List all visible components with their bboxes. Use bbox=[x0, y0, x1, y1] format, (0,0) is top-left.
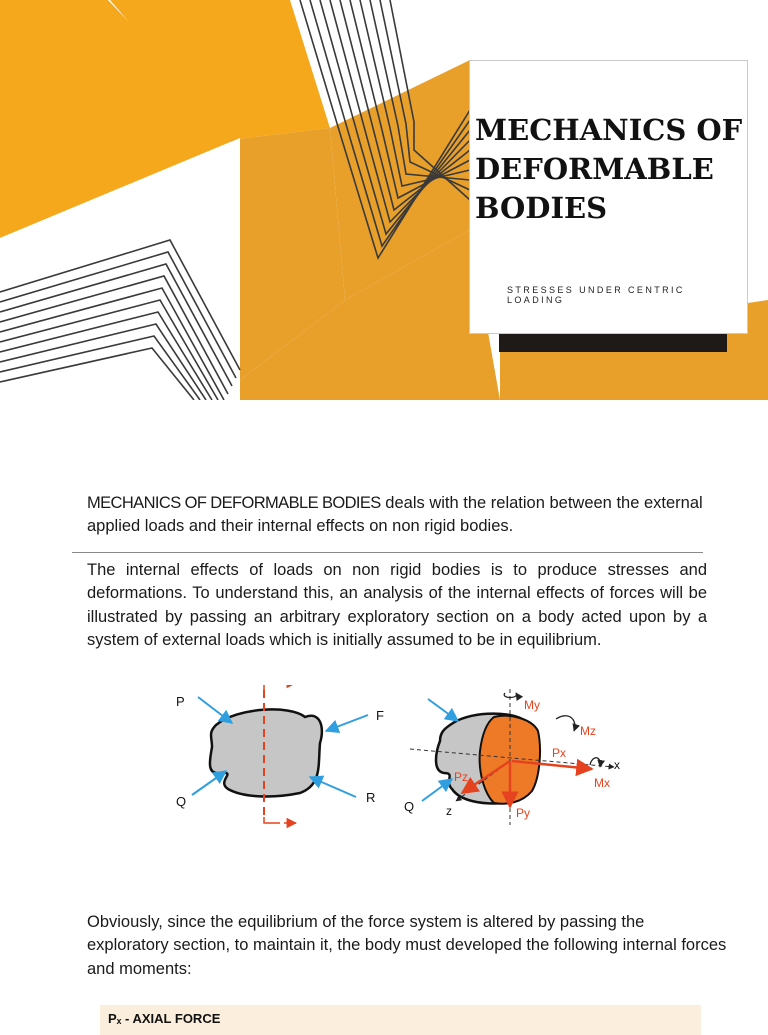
moment-mz bbox=[556, 716, 575, 731]
label-mx: Mx bbox=[594, 776, 610, 790]
title-card bbox=[469, 60, 748, 334]
intro-paragraph bbox=[87, 492, 707, 539]
arrow-q bbox=[192, 771, 226, 795]
axial-force-label: Pₓ - AXIAL FORCE bbox=[108, 1011, 221, 1026]
document-subtitle: STRESSES UNDER CENTRIC LOADING bbox=[507, 285, 685, 305]
divider bbox=[72, 552, 703, 553]
label-q2: Q bbox=[404, 799, 415, 814]
intro-rest: deals with the relation between the external applied loads and their internal effects on non rigid bodies. bbox=[87, 494, 703, 536]
label-q: Q bbox=[176, 794, 187, 809]
label-mz: Mz bbox=[580, 724, 596, 738]
label-p: P bbox=[176, 694, 185, 709]
axial-force-section bbox=[100, 1005, 701, 1035]
label-px: Px bbox=[552, 746, 567, 760]
intro-lead: MECHANICS OF DEFORMABLE BODIES bbox=[87, 494, 381, 512]
label-r: R bbox=[366, 790, 376, 805]
arrow-f bbox=[326, 715, 368, 731]
body-shape-left bbox=[210, 709, 322, 796]
arrow-p bbox=[198, 697, 232, 723]
label-pz: Pz bbox=[454, 770, 469, 784]
internal-effects-paragraph: The internal effects of loads on non rigid bodies is to produce stresses and deformations. To understand this, an analysis of the internal effects of forces will be illustrated by passing an arbitrary exploratory section on a body acted upon by a system of external loads which is initially assumed to be in equilibrium. bbox=[87, 561, 707, 650]
label-f: F bbox=[376, 708, 384, 723]
label-my: My bbox=[524, 698, 540, 712]
label-py: Py bbox=[516, 806, 531, 820]
document-title: MECHANICS OF DEFORMABLE BODIES bbox=[475, 113, 743, 225]
arrow-p2 bbox=[428, 699, 458, 721]
free-body-diagram bbox=[160, 685, 640, 830]
arrow-r bbox=[310, 777, 356, 797]
title-accent-bar bbox=[499, 334, 727, 352]
label-x: x bbox=[614, 758, 620, 772]
equilibrium-paragraph: Obviously, since the equilibrium of the force system is altered by passing the exploratory section, to maintain it, the body must developed the following internal forces and moments: bbox=[87, 913, 727, 978]
label-z: z bbox=[446, 804, 452, 818]
arrow-q2 bbox=[422, 779, 452, 801]
